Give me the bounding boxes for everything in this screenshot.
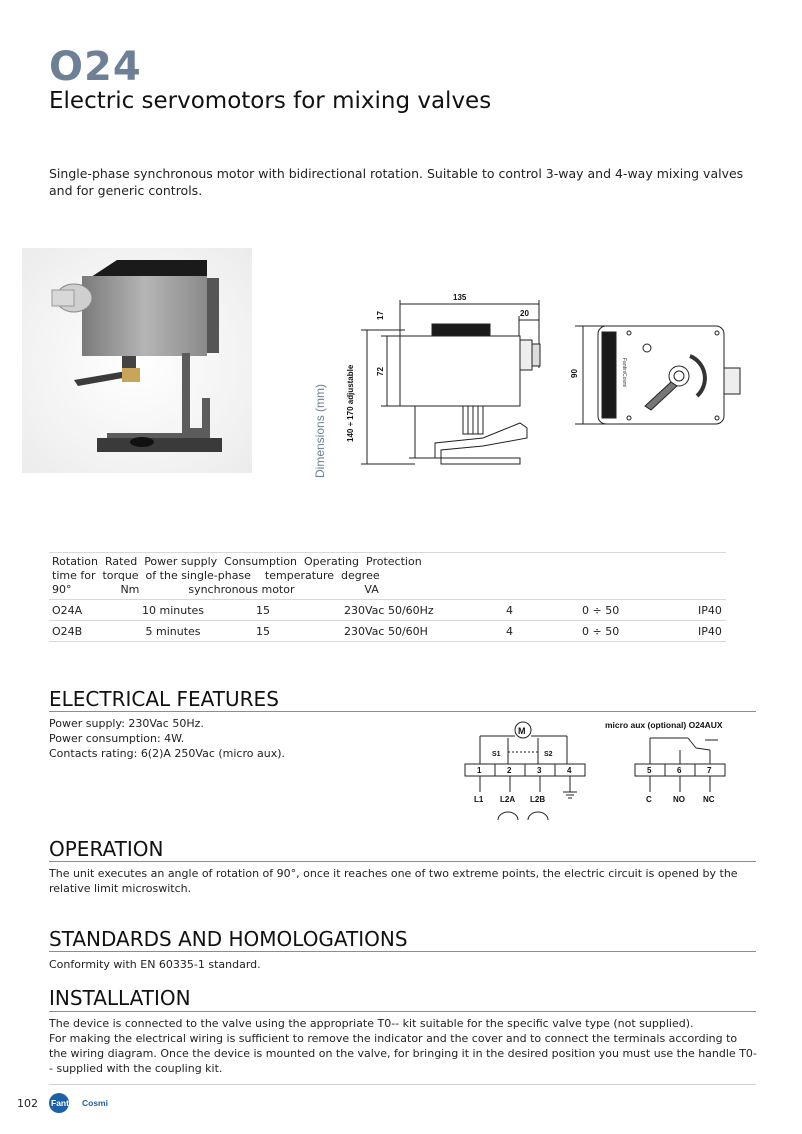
installation-rule (49, 1011, 756, 1012)
spec-table (49, 552, 726, 642)
electrical-rule (49, 711, 756, 712)
operation-text: The unit executes an angle of rotation of 90°, once it reaches one of two extreme points, the electric circuit is opened by the relative limit microswitch. (49, 867, 738, 895)
terminal-7: 7 (707, 766, 712, 775)
installation-line-2: For making the electrical wiring is sufficient to remove the indicator and the cover and to connect the terminals according to the wiring diagram. Once the device is mounted on the valve, for bringing it in the desired position you must use the handle T0-- supplied with the coupling kit. (49, 1032, 757, 1075)
label-l2a: L2A (500, 795, 516, 804)
logo-text-b: Cosmi (82, 1098, 108, 1108)
cell-model: O24B (49, 621, 139, 642)
standards-heading: STANDARDS AND HOMOLOGATIONS (49, 927, 408, 951)
cell-supply: 230Vac 50/60Hz (341, 600, 503, 621)
label-l2b: L2B (530, 795, 546, 804)
aux-title: micro aux (optional) O24AUX (605, 720, 723, 730)
page-number: 102 (17, 1097, 38, 1110)
operation-rule (49, 861, 756, 862)
label-l1: L1 (474, 795, 484, 804)
terminal-6: 6 (677, 766, 682, 775)
terminal-5: 5 (647, 766, 652, 775)
switch-s2: S2 (544, 751, 553, 758)
table-header-row (49, 553, 726, 600)
product-photo (22, 248, 252, 473)
terminal-4: 4 (567, 766, 572, 775)
front-brand: FantiniCosmi (621, 358, 627, 388)
terminal-1: 1 (477, 766, 482, 775)
cell-ip: IP40 (695, 621, 726, 642)
cell-time: 5 minutes (139, 621, 253, 642)
cell-temp: 0 ÷ 50 (579, 600, 695, 621)
terminal-3: 3 (537, 766, 542, 775)
table-row (49, 600, 726, 621)
cell-va: 4 (503, 621, 579, 642)
electrical-line-2: Power consumption: 4W. (49, 732, 185, 745)
cell-ip: IP40 (695, 600, 726, 621)
installation-text (49, 1016, 757, 1076)
operation-heading: OPERATION (49, 837, 164, 861)
logo-text-a: Fantini (51, 1098, 79, 1108)
product-code: O24 (49, 44, 142, 90)
standards-rule (49, 951, 756, 952)
label-nc: NC (703, 795, 715, 804)
electrical-heading: ELECTRICAL FEATURES (49, 687, 279, 711)
footer-rule (49, 1084, 756, 1085)
page-title: Electric servomotors for mixing valves (49, 88, 492, 114)
standards-text: Conformity with EN 60335-1 standard. (49, 958, 261, 971)
fantinicosmi-logo (48, 1092, 118, 1114)
motor-symbol: M (518, 726, 526, 736)
table-header-text: Rotation Rated Power supply Consumption Operating Protection time for torque of the single-phase temperature degree 90° Nm synchronous motor VA (49, 553, 726, 600)
terminal-2: 2 (507, 766, 512, 775)
dim-90: 90 (570, 369, 579, 378)
cell-torque: 15 (253, 600, 341, 621)
cell-va: 4 (503, 600, 579, 621)
label-no: NO (673, 795, 685, 804)
dim-20: 20 (520, 309, 529, 318)
cell-model: O24A (49, 600, 139, 621)
installation-line-1: The device is connected to the valve using the appropriate T0-- kit suitable for the specific valve type (not supplied). (49, 1017, 694, 1030)
dim-17: 17 (376, 311, 385, 320)
electrical-line-3: Contacts rating: 6(2)A 250Vac (micro aux). (49, 747, 285, 760)
cell-time: 10 minutes (139, 600, 253, 621)
wiring-diagram (460, 716, 760, 826)
dim-72: 72 (376, 367, 385, 376)
dimension-drawings (305, 288, 765, 488)
cell-torque: 15 (253, 621, 341, 642)
cell-temp: 0 ÷ 50 (579, 621, 695, 642)
table-row (49, 621, 726, 642)
switch-s1: S1 (492, 751, 501, 758)
dim-adjustable: 140 ÷ 170 adjustable (346, 364, 355, 442)
cell-supply: 230Vac 50/60H (341, 621, 503, 642)
intro-paragraph: Single-phase synchronous motor with bidirectional rotation. Suitable to control 3-way and 4-way mixing valves and for generic controls. (49, 166, 744, 198)
dimensions-axis-label: Dimensions (mm) (313, 383, 327, 478)
dim-135: 135 (453, 293, 467, 302)
label-c: C (646, 795, 652, 804)
installation-heading: INSTALLATION (49, 986, 191, 1010)
electrical-line-1: Power supply: 230Vac 50Hz. (49, 717, 204, 730)
